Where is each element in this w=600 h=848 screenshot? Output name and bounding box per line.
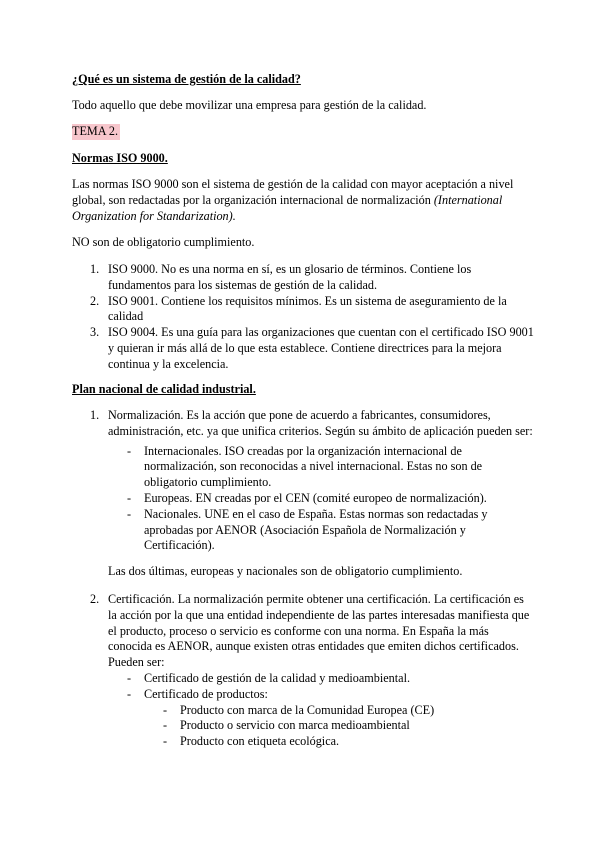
plan-note-text: Las dos últimas, europeas y nacionales son de obligatorio cumplimiento.: [108, 564, 463, 579]
dash-bullet: -: [127, 686, 132, 701]
dash-bullet: -: [163, 734, 168, 749]
tema-label-wrap: [72, 124, 534, 140]
sub-sub-item: [72, 718, 534, 734]
sub-item: [72, 444, 534, 491]
list-number: 3.: [90, 325, 100, 340]
list-item: [72, 262, 534, 294]
list-number: 1.: [90, 262, 100, 276]
list-item: [72, 408, 534, 440]
plan-list: [72, 408, 534, 750]
list-number: 1.: [90, 408, 100, 422]
sub-item-text: Nacionales. UNE en el caso de España. Estas normas son redactadas y aprobadas por AENOR (Asociación Española de Normalización y Certificación).: [144, 506, 488, 553]
list-item: [72, 592, 534, 671]
dash-bullet: -: [127, 506, 132, 521]
iso-intro: [72, 177, 534, 224]
list-text: Normalización. Es la acción que pone de acuerdo a fabricantes, consumidores, administración, etc. ya que unifica criterios. Según su ámbito de aplicación pueden ser:: [108, 408, 533, 438]
sub-item-text: Certificado de productos:: [144, 686, 268, 701]
dash-bullet: -: [127, 443, 132, 458]
sub-item-text: Europeas. EN creadas por el CEN (comité europeo de normalización).: [144, 490, 487, 505]
sub-item-text: Certificado de gestión de la calidad y medioambiental.: [144, 670, 411, 685]
list-item: [72, 325, 534, 372]
sub-item: [72, 671, 534, 687]
sub-sub-item-text: Producto con etiqueta ecológica.: [180, 734, 340, 749]
list-number: 2.: [90, 591, 100, 606]
sub-sub-item: [72, 703, 534, 719]
list-text: ISO 9001. Contiene los requisitos mínimos. Es un sistema de aseguramiento de la calidad: [108, 293, 507, 324]
dash-bullet: -: [163, 718, 168, 733]
tema-label: TEMA 2.: [72, 124, 119, 138]
sub-sub-item-text: Producto con marca de la Comunidad Europea (CE): [180, 702, 435, 717]
iso-intro-text: Las normas ISO 9000 son el sistema de gestión de la calidad con mayor aceptación a nivel global, son redactadas por la organización internacional de normalización: [72, 177, 514, 207]
question-answer: Todo aquello que debe movilizar una empresa para gestión de la calidad.: [72, 98, 427, 112]
iso-heading: Normas ISO 9000.: [72, 151, 168, 165]
plan-heading: Plan nacional de calidad industrial.: [72, 382, 256, 396]
question-heading: ¿Qué es un sistema de gestión de la calidad?: [72, 72, 301, 86]
list-text: Certificación. La normalización permite obtener una certificación. La certificación es la acción por la que una entidad independiente de las partes interesadas manifiesta que el producto, proceso o servicio es conforme con una norma. En España la más conocida es AENOR, aunque existen otras entidades que emiten dichos certificados. Pueden ser:: [108, 591, 530, 670]
not-mandatory-note: NO son de obligatorio cumplimiento.: [72, 235, 255, 249]
sub-sub-item: [72, 734, 534, 750]
list-item: [72, 294, 534, 326]
iso-list: [72, 262, 534, 373]
sub-sub-item-text: Producto o servicio con marca medioambiental: [180, 718, 410, 733]
sub-item: [72, 507, 534, 554]
sub-item-text: Internacionales. ISO creadas por la organización internacional de normalización, son reconocidas a nivel internacional. Estas no son de obligatorio cumplimiento.: [144, 443, 483, 490]
plan-note: [72, 564, 534, 580]
list-text: ISO 9000. No es una norma en sí, es un glosario de términos. Contiene los fundamentos para los sistemas de gestión de la calidad.: [108, 262, 472, 292]
iso-intro-italic: (International Organization for Standarization).: [72, 192, 503, 223]
dash-bullet: -: [127, 670, 132, 685]
dash-bullet: -: [127, 490, 132, 505]
sub-item: [72, 687, 534, 703]
sub-item: [72, 491, 534, 507]
list-number: 2.: [90, 293, 100, 308]
dash-bullet: -: [163, 702, 168, 717]
list-text: ISO 9004. Es una guía para las organizaciones que cuentan con el certificado ISO 9001 y quieran ir más allá de lo que esta establece. Contiene directrices para la mejora continua y la excelencia.: [108, 325, 534, 371]
